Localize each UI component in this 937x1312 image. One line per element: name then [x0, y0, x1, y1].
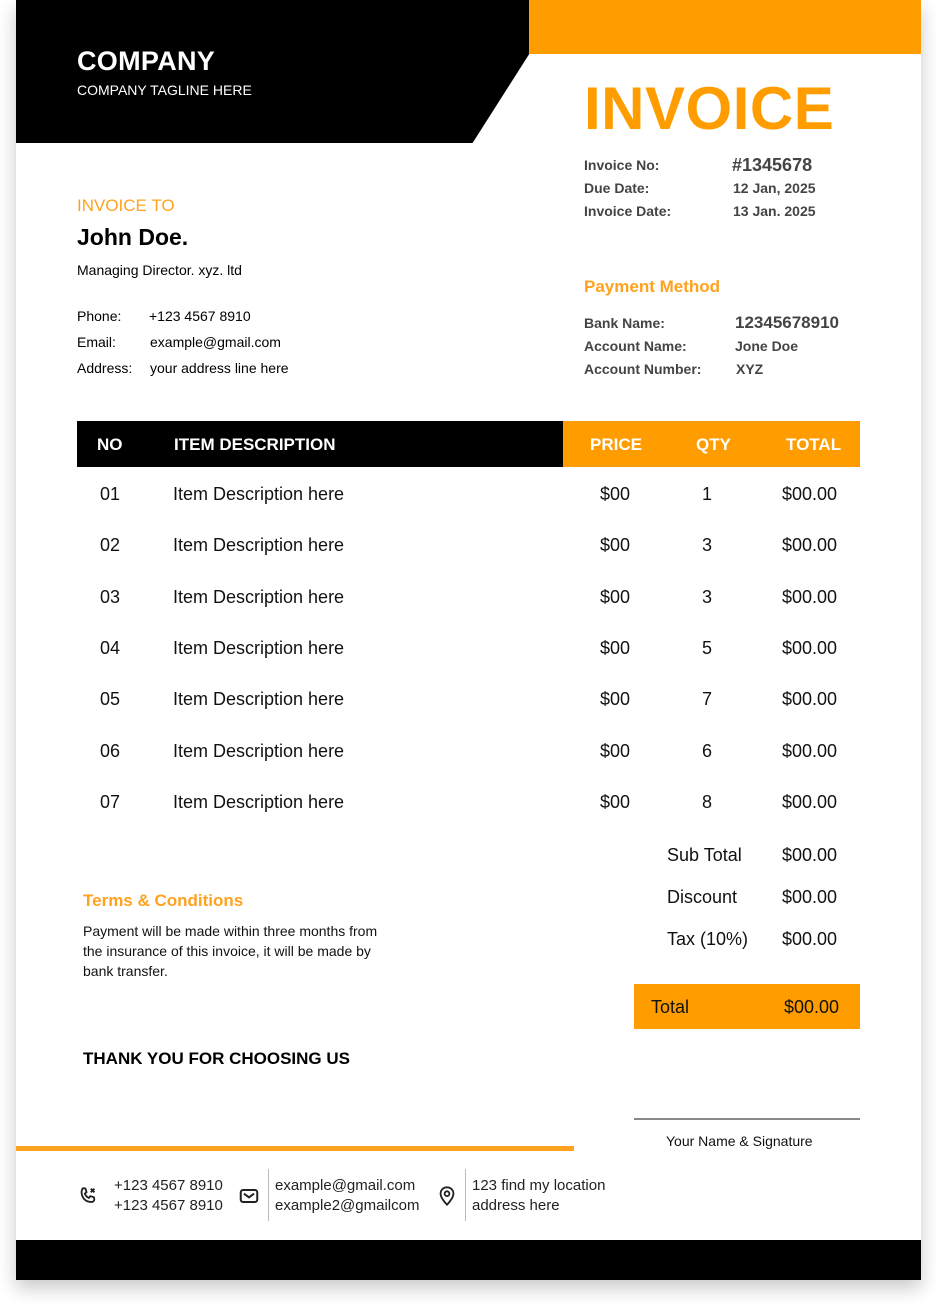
- footer-divider: [465, 1169, 466, 1221]
- row-price: $00: [600, 792, 631, 812]
- account-name-label: Account Name:: [584, 338, 687, 354]
- row-no: 01: [100, 484, 121, 504]
- company-name: COMPANY: [77, 46, 216, 76]
- account-name-value: Jone Doe: [735, 338, 799, 354]
- account-number-label: Account Number:: [584, 361, 702, 377]
- terms-text: Payment will be made within three months from the insurance of this invoice, it will be made by bank transfer.: [83, 923, 378, 979]
- footer-black-band: [16, 1240, 921, 1280]
- footer-divider: [268, 1169, 269, 1221]
- row-price: $00: [600, 587, 631, 607]
- row-total: $00.00: [782, 689, 838, 709]
- subtotal-value: $00.00: [782, 845, 838, 865]
- signature-label: Your Name & Signature: [666, 1133, 813, 1149]
- footer-email-1: example@gmail.com: [275, 1177, 416, 1194]
- row-no: 03: [100, 587, 121, 607]
- row-price: $00: [600, 484, 631, 504]
- row-price: $00: [600, 535, 631, 555]
- discount-label: Discount: [667, 887, 738, 907]
- row-total: $00.00: [782, 484, 838, 504]
- row-desc: Item Description here: [173, 741, 345, 761]
- row-desc: Item Description here: [173, 792, 345, 812]
- row-no: 04: [100, 638, 121, 658]
- due-date-label: Due Date:: [584, 180, 650, 196]
- row-qty: 1: [702, 484, 713, 504]
- payment-method-heading: Payment Method: [584, 277, 721, 296]
- footer-accent-line: [16, 1146, 574, 1151]
- invoice-to-heading: INVOICE TO: [77, 196, 175, 215]
- row-desc: Item Description here: [173, 689, 345, 709]
- company-tagline: COMPANY TAGLINE HERE: [77, 82, 252, 98]
- row-no: 06: [100, 741, 121, 761]
- row-price: $00: [600, 689, 631, 709]
- terms-heading: Terms & Conditions: [83, 891, 244, 910]
- address-value: your address line here: [150, 360, 289, 376]
- address-label: Address:: [77, 360, 133, 376]
- row-qty: 7: [702, 689, 713, 709]
- row-no: 07: [100, 792, 121, 812]
- invoice-no-value: #1345678: [732, 155, 813, 175]
- row-qty: 8: [702, 792, 713, 812]
- subtotal-label: Sub Total: [667, 845, 742, 865]
- footer-phone-2: +123 4567 8910: [114, 1197, 223, 1214]
- phone-label: Phone:: [77, 308, 122, 324]
- col-total-header: TOTAL: [786, 435, 842, 454]
- total-value: $00.00: [784, 997, 840, 1017]
- col-price-header: PRICE: [590, 435, 642, 454]
- discount-value: $00.00: [782, 887, 838, 907]
- row-desc: Item Description here: [173, 638, 345, 658]
- client-name: John Doe.: [77, 224, 189, 250]
- thank-you-message: THANK YOU FOR CHOOSING US: [83, 1049, 350, 1068]
- account-number-value: XYZ: [736, 361, 764, 377]
- phone-value: +123 4567 8910: [149, 308, 251, 324]
- row-total: $00.00: [782, 638, 838, 658]
- footer-address-1: 123 find my location: [472, 1177, 606, 1194]
- row-total: $00.00: [782, 792, 838, 812]
- email-label: Email:: [77, 334, 116, 350]
- col-desc-header: ITEM DESCRIPTION: [174, 435, 336, 454]
- row-qty: 5: [702, 638, 713, 658]
- col-qty-header: QTY: [696, 435, 731, 454]
- invoice-title: INVOICE: [584, 75, 835, 142]
- row-total: $00.00: [782, 535, 838, 555]
- row-no: 05: [100, 689, 121, 709]
- tax-value: $00.00: [782, 929, 838, 949]
- signature-line: [634, 1118, 860, 1120]
- row-desc: Item Description here: [173, 484, 345, 504]
- row-desc: Item Description here: [173, 535, 345, 555]
- bank-name-value: 12345678910: [735, 313, 840, 332]
- col-no-header: NO: [97, 435, 123, 454]
- row-no: 02: [100, 535, 121, 555]
- footer-address-2: address here: [472, 1197, 560, 1214]
- client-role: Managing Director. xyz. ltd: [77, 262, 242, 278]
- location-pin-icon: [436, 1185, 458, 1207]
- phone-icon: [77, 1185, 99, 1207]
- footer-phone-1: +123 4567 8910: [114, 1177, 223, 1194]
- row-total: $00.00: [782, 741, 838, 761]
- row-qty: 3: [702, 535, 713, 555]
- email-value: example@gmail.com: [150, 334, 281, 350]
- row-price: $00: [600, 638, 631, 658]
- mail-icon: [238, 1185, 260, 1207]
- row-qty: 6: [702, 741, 713, 761]
- row-qty: 3: [702, 587, 713, 607]
- invoice-date-label: Invoice Date:: [584, 203, 672, 219]
- row-price: $00: [600, 741, 631, 761]
- invoice-date-value: 13 Jan. 2025: [733, 203, 816, 219]
- footer-email-2: example2@gmailcom: [275, 1197, 420, 1214]
- bank-name-label: Bank Name:: [584, 315, 665, 331]
- invoice-sheet: [16, 0, 921, 1280]
- row-total: $00.00: [782, 587, 838, 607]
- total-label: Total: [651, 997, 690, 1017]
- tax-label: Tax (10%): [667, 929, 749, 949]
- row-desc: Item Description here: [173, 587, 345, 607]
- invoice-no-label: Invoice No:: [584, 157, 660, 173]
- due-date-value: 12 Jan, 2025: [733, 180, 816, 196]
